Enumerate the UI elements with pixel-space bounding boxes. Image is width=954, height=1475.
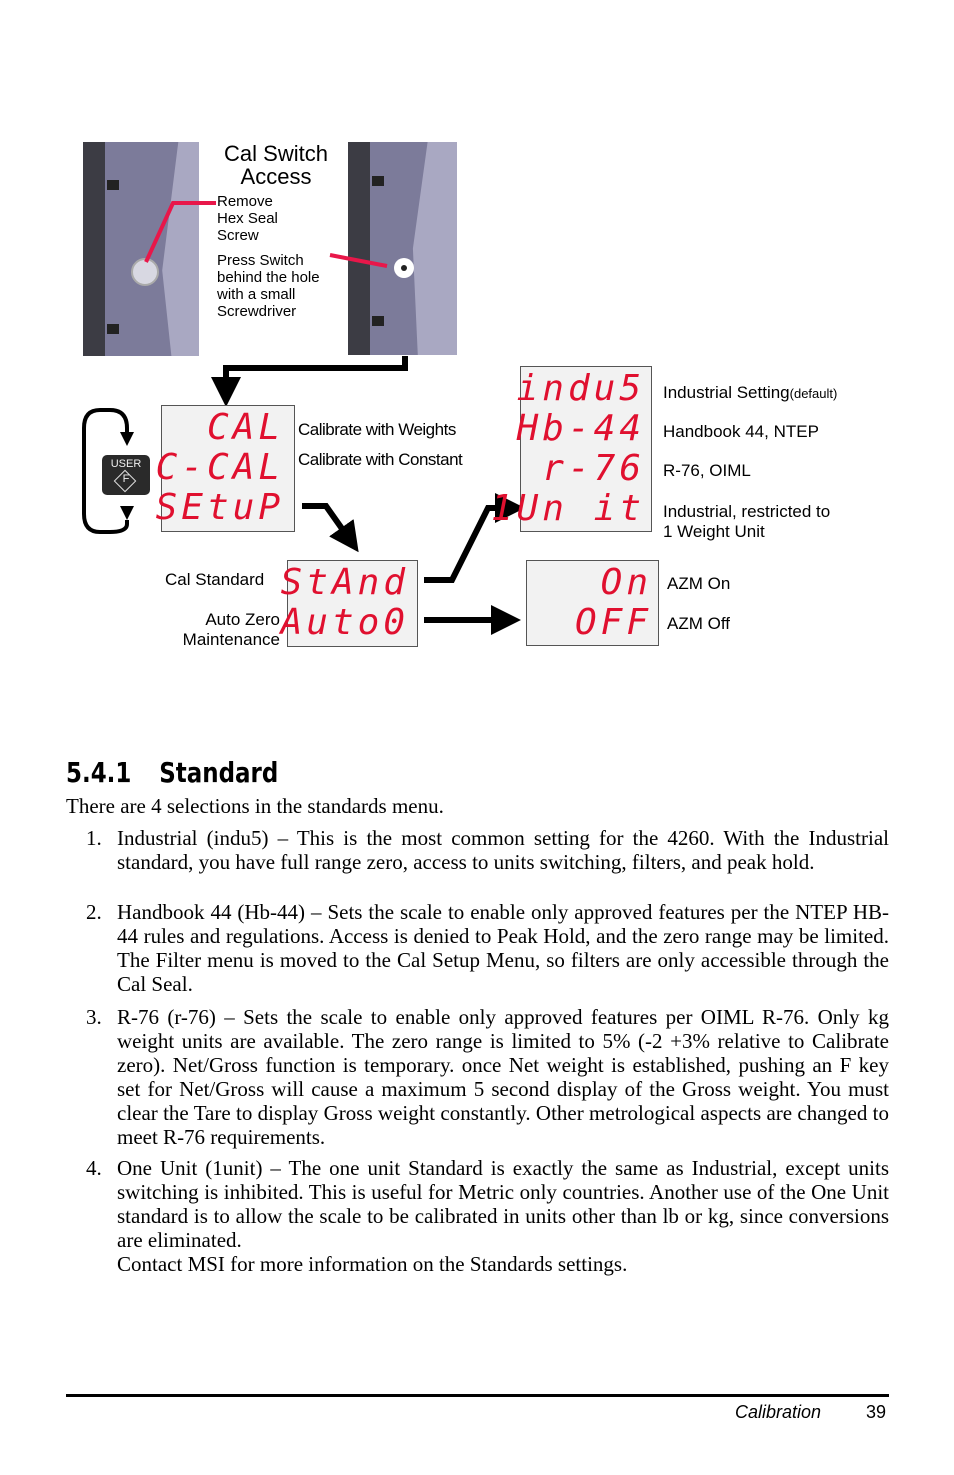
label-hb44: Handbook 44, NTEP (663, 422, 819, 441)
loop-arrow-down-top (120, 432, 134, 446)
footer-chapter: Calibration (735, 1402, 822, 1422)
list-item: Handbook 44 (Hb-44) – Sets the scale to enable only approved features per the NTEP HB-44 rules and regulations. Access is denied to Peak Hold, and the zero range may be limited. The Filter menu is moved to the Cal Setup Menu, so filters are only accessible through the Cal Seal. (117, 900, 889, 996)
label-calibrate-constant: Calibrate with Constant (298, 450, 463, 469)
azm-display: On OFF (526, 560, 659, 646)
loop-arrow-down-bottom (120, 506, 134, 520)
list-item-number: 3. (86, 1005, 102, 1029)
list-item: R-76 (r-76) – Sets the scale to enable only approved features per OIML R-76. Only kg weight units are available. The zero range is limited to 5% (-2 +3% relative to Calibrate zero). Net/Gross function is temporary. once Net weight is established, pushing an F key set for Net/Gross will cause a maximum 5 second display of the Gross weight. You must clear the Tare to display Gross weight constantly. Other metrological aspects are changed to meet R-76 requirements. (117, 1005, 889, 1149)
label-auto-zero: Auto Zero Maintenance (182, 610, 280, 650)
press-switch-note: Press Switch behind the hole with a small Screwdriver (217, 252, 320, 320)
section-title: Standard (159, 756, 279, 789)
label-industrial: Industrial Setting(default) (663, 383, 838, 402)
pointer-line-press (330, 255, 387, 266)
label-azm-on: AZM On (667, 574, 731, 593)
footer-page-number: 39 (866, 1402, 887, 1422)
section-heading (66, 756, 278, 789)
arrow-setup-to-stand (302, 506, 350, 540)
list-item-number: 2. (86, 900, 102, 924)
contact-note: Contact MSI for more information on the Standards settings. (117, 1252, 628, 1276)
pointer-line-remove (146, 203, 216, 262)
list-item: Industrial (indu5) – This is the most common setting for the 4260. With the Industrial standard, you have full range zero, access to units switching, filters, and peak hold. (117, 826, 889, 874)
label-azm-off: AZM Off (667, 614, 730, 633)
cal-menu-display: CAL C-CAL SEtuP (161, 405, 295, 532)
arrow-photo-to-cal (226, 356, 405, 392)
section-intro: There are 4 selections in the standards menu. (66, 794, 444, 818)
user-f-key[interactable]: USER F (102, 455, 150, 495)
section-number: 5.4.1 (66, 756, 132, 789)
list-item-number: 4. (86, 1156, 102, 1180)
label-calibrate-weights: Calibrate with Weights (298, 420, 456, 439)
diagram-connectors (0, 0, 954, 700)
remove-seal-note: Remove Hex Seal Screw (217, 193, 278, 244)
standards-options-display: indu5 Hb-44 r-76 1Un it (520, 366, 652, 532)
label-one-unit: Industrial, restricted to 1 Weight Unit (663, 502, 831, 542)
label-r76: R-76, OIML (663, 461, 751, 480)
cal-switch-title: Cal Switch Access (224, 141, 328, 189)
footer-rule (66, 1394, 889, 1397)
standard-display: StAnd Auto0 (287, 560, 418, 647)
list-item-number: 1. (86, 826, 102, 850)
list-item: One Unit (1unit) – The one unit Standard is exactly the same as Industrial, except units switching is inhibited. This is useful for Metric only countries. Another use of the One Unit standard is to allow the scale to be calibrated in units other than lb or kg, since conversions are eliminated. (117, 1156, 889, 1252)
label-cal-standard: Cal Standard (165, 570, 265, 589)
